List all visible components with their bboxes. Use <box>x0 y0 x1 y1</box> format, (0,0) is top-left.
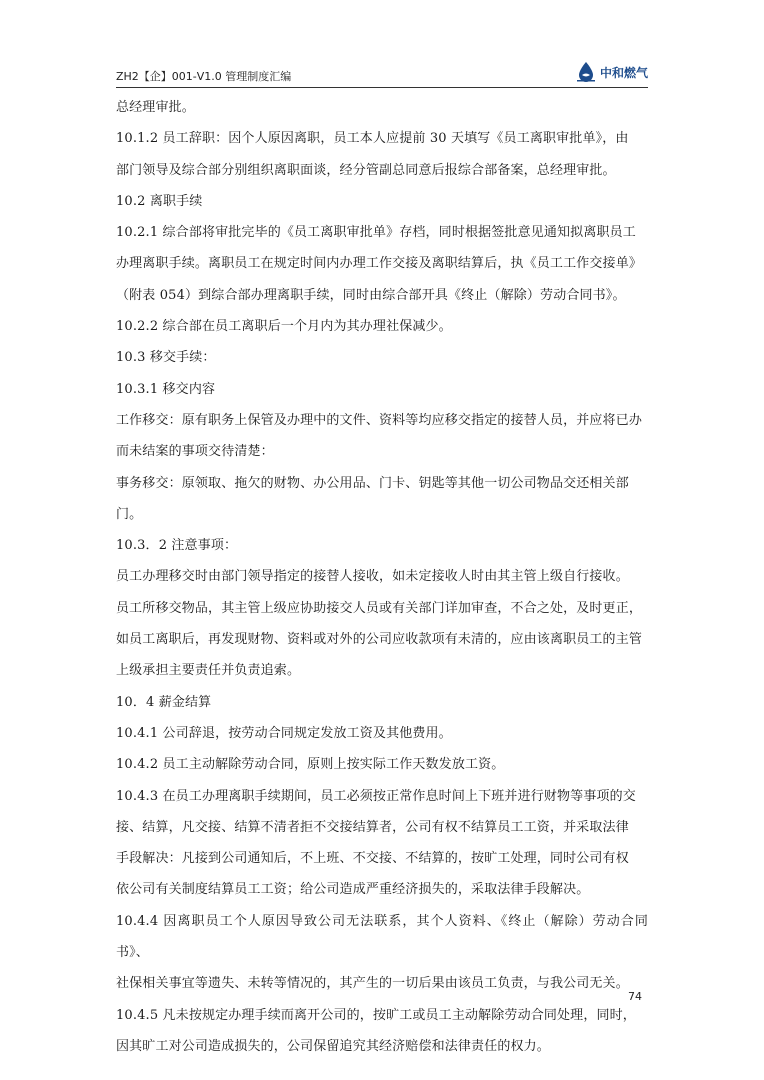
paragraph: 因其旷工对公司造成损失的，公司保留追究其经济赔偿和法律责任的权力。 <box>116 1038 550 1054</box>
header-divider <box>116 87 648 88</box>
paragraph: （附表 054）到综合部办理离职手续，同时由综合部开具《终止（解除）劳动合同书》。 <box>116 287 626 303</box>
paragraph: 10.2.2 综合部在员工离职后一个月内为其办理社保减少。 <box>116 319 452 335</box>
paragraph: 部门领导及综合部分别组织离职面谈，经分管副总同意后报综合部备案，总经理审批。 <box>116 162 616 178</box>
paragraph: 社保相关事宜等遗失、未转等情况的，其产生的一切后果由该员工负责，与我公司无关。 <box>116 976 629 992</box>
company-logo <box>576 60 648 84</box>
paragraph: 10.4.4 因离职员工个人原因导致公司无法联系，其个人资料、《终止（解除）劳动合同书》、 <box>116 913 648 961</box>
section-heading: 10.3 移交手续： <box>116 350 216 366</box>
paragraph: 员工所移交物品，其主管上级应协助接交人员或有关部门详加审查，不合之处，及时更正， <box>116 600 643 616</box>
paragraph: 10.4.3 在员工办理离职手续期间，员工必须按正常作息时间上下班并进行财物等事项的交 <box>116 788 636 804</box>
page-number: 74 <box>628 990 642 1003</box>
section-heading: 10.3．2 注意事项： <box>116 538 238 554</box>
paragraph: 接、结算，凡交接、结算不清者拒不交接结算者，公司有权不结算员工工资，并采取法律 <box>116 819 629 835</box>
paragraph: 手段解决：凡接到公司通知后，不上班、不交接、不结算的，按旷工处理，同时公司有权 <box>116 851 629 867</box>
paragraph: 门。 <box>116 506 143 522</box>
paragraph: 依公司有关制度结算员工工资；给公司造成严重经济损失的，采取法律手段解决。 <box>116 882 590 898</box>
paragraph: 10.4.2 员工主动解除劳动合同，原则上按实际工作天数发放工资。 <box>116 757 505 773</box>
paragraph: 总经理审批。 <box>116 100 195 115</box>
paragraph: 员工办理移交时由部门领导指定的接替人接收，如未定接收人时由其主管上级自行接收。 <box>116 569 629 585</box>
paragraph: 办理离职手续。离职员工在规定时间内办理工作交接及离职结算后，执《员工工作交接单》 <box>116 256 643 272</box>
logo-text: 中和燃气 <box>599 65 648 80</box>
water-drop-icon <box>576 61 596 83</box>
paragraph: 事务移交：原领取、拖欠的财物、办公用品、门卡、钥匙等其他一切公司物品交还相关部 <box>116 475 629 491</box>
document-body <box>116 92 648 1062</box>
page-header <box>116 58 648 88</box>
section-heading: 10．4 薪金结算 <box>116 694 212 710</box>
paragraph: 10.4.1 公司辞退，按劳动合同规定发放工资及其他费用。 <box>116 725 452 741</box>
paragraph: 10.4.5 凡未按规定办理手续而离开公司的，按旷工或员工主动解除劳动合同处理，同时， <box>116 1007 636 1023</box>
section-heading: 10.3.1 移交内容 <box>116 381 216 397</box>
paragraph: 10.1.2 员工辞职：因个人原因离职，员工本人应提前 30 天填写《员工离职审批单》，由 <box>116 131 629 147</box>
paragraph: 工作移交：原有职务上保管及办理中的文件、资料等均应移交指定的接替人员，并应将已办 <box>116 412 643 428</box>
paragraph: 而未结案的事项交待清楚： <box>116 444 274 460</box>
section-heading: 10.2 离职手续 <box>116 193 203 209</box>
paragraph: 如员工离职后，再发现财物、资料或对外的公司应收款项有未清的，应由该离职员工的主管 <box>116 632 643 648</box>
paragraph: 上级承担主要责任并负责追索。 <box>116 663 301 679</box>
paragraph: 10.2.1 综合部将审批完毕的《员工离职审批单》存档，同时根据签批意见通知拟离职员工 <box>116 225 636 241</box>
document-title: ZH2【企】001-V1.0 管理制度汇编 <box>116 70 292 83</box>
